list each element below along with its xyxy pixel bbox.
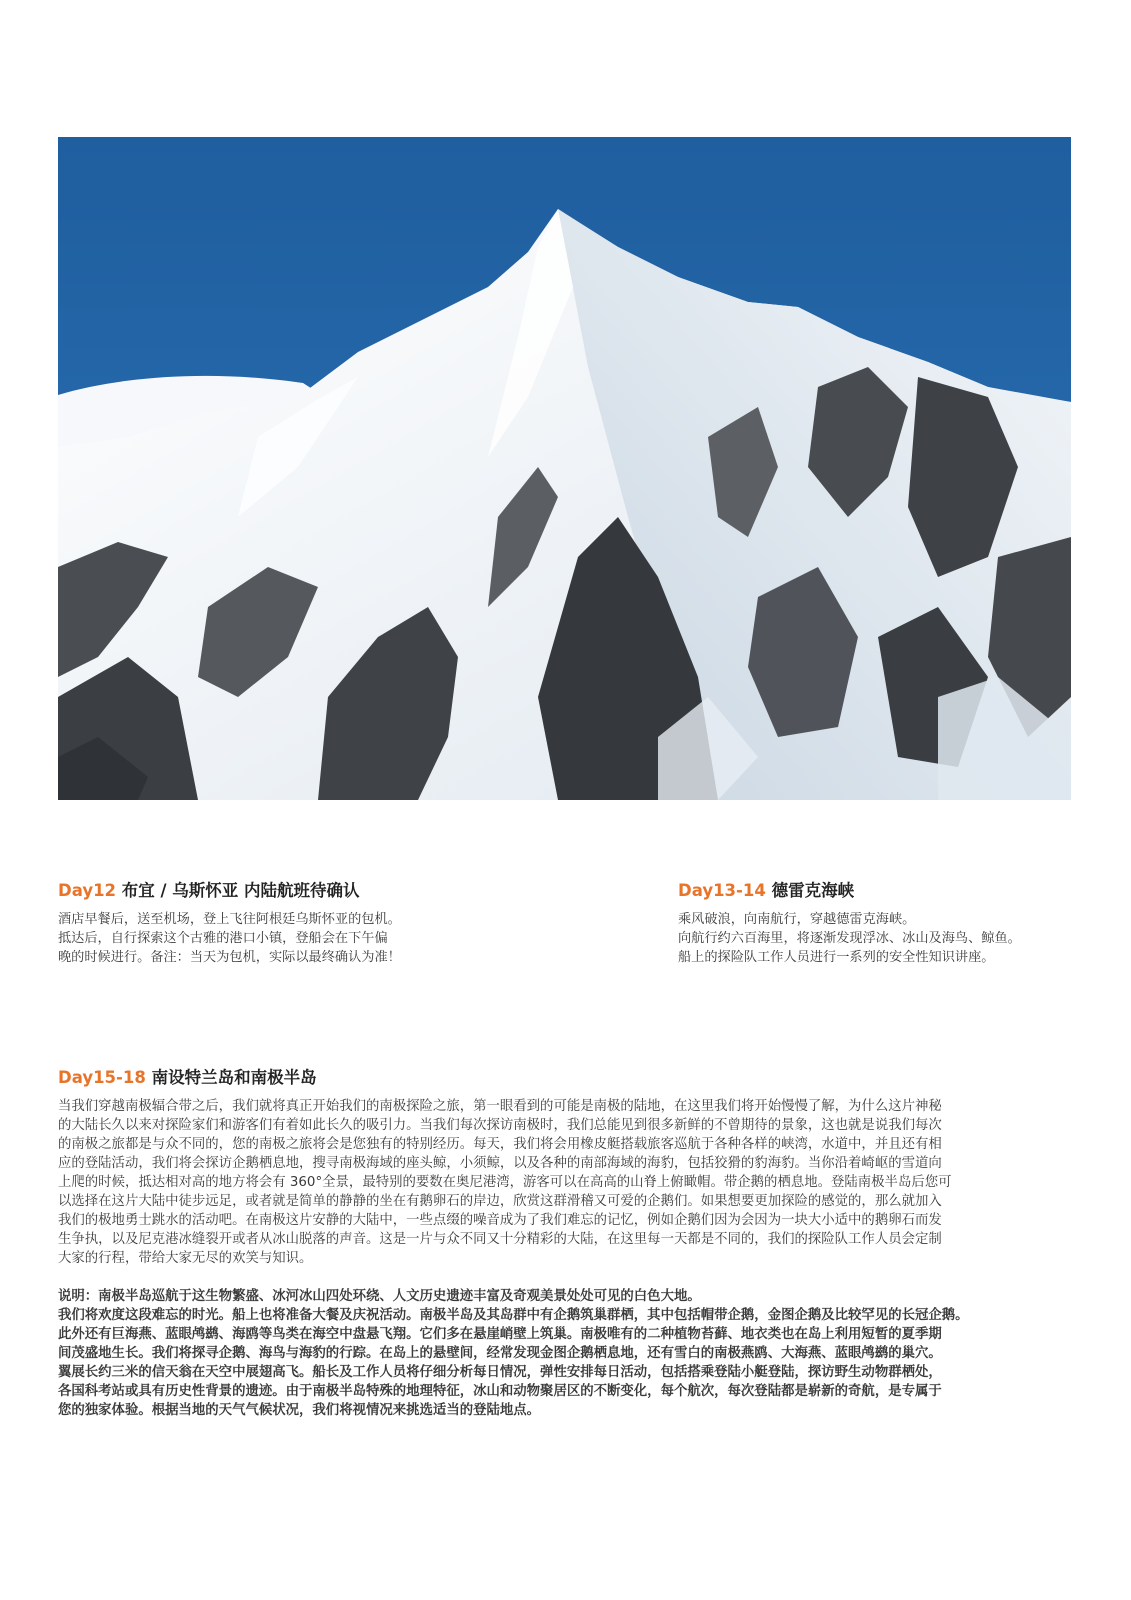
day15-line: 大家的行程，带给大家无尽的欢笑与知识。 [58,1251,313,1266]
day13-heading [678,880,854,902]
note-line: 此外还有巨海燕、蓝眼鸬鹚、海鸥等鸟类在海空中盘悬飞翔。它们多在悬崖峭壁上筑巢。南极唯有的二种植物苔藓、地衣类也在岛上利用短暂的夏季期 [58,1327,942,1342]
day13-line: 船上的探险队工作人员进行一系列的安全性知识讲座。 [678,950,995,965]
day12-line: 晚的时候进行。备注：当天为包机，实际以最终确认为准！ [58,950,401,965]
day15-line: 的南极之旅都是与众不同的，您的南极之旅将会是您独有的特别经历。每天，我们将会用橡皮艇搭载旅客巡航于各种各样的峡湾，水道中，并且还有相 [58,1137,942,1152]
day15-line: 应的登陆活动，我们将会探访企鹅栖息地，搜寻南极海域的座头鲸，小须鲸，以及各种的南部海域的海豹，包括狡猾的豹海豹。当你沿着崎岖的雪道向 [58,1156,942,1171]
day15-heading [58,1067,317,1089]
day15-line: 生争执，以及尼克港冰缝裂开或者从冰山脱落的声音。这是一片与众不同又十分精彩的大陆，在这里每一天都是不同的，我们的探险队工作人员会定制 [58,1232,942,1247]
day12-title: 布宜 / 乌斯怀亚 内陆航班待确认 [121,881,360,900]
day13-title: 德雷克海峡 [771,881,855,900]
day15-line: 上爬的时候，抵达相对高的地方将会有 360°全景，最特别的要数在奥尼港湾，游客可以在高高的山脊上俯瞰帽。带企鹅的栖息地。登陆南极半岛后您可 [58,1175,952,1190]
note-line: 间茂盛地生长。我们将探寻企鹅、海鸟与海豹的行踪。在岛上的悬壁间，经常发现金图企鹅栖息地，还有雪白的南极燕鸥、大海燕、蓝眼鸬鹚的巢穴。 [58,1346,942,1361]
day13-line: 乘风破浪，向南航行，穿越德雷克海峡。 [678,912,916,927]
note-line: 说明：南极半岛巡航于这生物繁盛、冰河冰山四处环绕、人文历史遗迹丰富及奇观美景处处可见的白色大地。 [58,1289,701,1304]
note-line: 翼展长约三米的信天翁在天空中展翅高飞。船长及工作人员将仔细分析每日情况，弹性安排每日活动，包括搭乘登陆小艇登陆，探访野生动物群栖处， [58,1365,942,1380]
day15-line: 我们的极地勇士跳水的活动吧。在南极这片安静的大陆中，一些点缀的噪音成为了我们难忘的记忆，例如企鹅们因为会因为一块大小适中的鹅卵石而发 [58,1213,942,1228]
day12-line: 酒店早餐后，送至机场，登上飞往阿根廷乌斯怀亚的包机。 [58,912,401,927]
note-line: 各国科考站或具有历史性背景的遗迹。由于南极半岛特殊的地理特征，冰山和动物聚居区的不断变化，每个航次，每次登陆都是崭新的奇航，是专属于 [58,1384,942,1399]
day15-line: 当我们穿越南极辐合带之后，我们就将真正开始我们的南极探险之旅，第一眼看到的可能是南极的陆地，在这里我们将开始慢慢了解，为什么这片神秘 [58,1099,942,1114]
day13-tag: Day13-14 [678,881,766,900]
day12-line: 抵达后，自行探索这个古雅的港口小镇，登船会在下午偏 [58,931,388,946]
day15-line: 的大陆长久以来对探险家们和游客们有着如此长久的吸引力。当我们每次探访南极时，我们总能见到很多新鲜的不曾期待的景象，这也就是说我们每次 [58,1118,942,1133]
hero-mountain-photo [58,137,1071,800]
peninsula-note [58,1287,969,1420]
day12-tag: Day12 [58,881,117,900]
note-line: 您的独家体验。根据当地的天气气候状况，我们将视情况来挑选适当的登陆地点。 [58,1403,541,1418]
day13-line: 向航行约六百海里，将逐渐发现浮冰、冰山及海鸟、鲸鱼。 [678,931,1021,946]
day13-description [678,910,1021,967]
day15-title: 南设特兰岛和南极半岛 [151,1068,317,1087]
note-line: 我们将欢度这段难忘的时光。船上也将准备大餐及庆祝活动。南极半岛及其岛群中有企鹅筑巢群栖，其中包括帽带企鹅，金图企鹅及比较罕见的长冠企鹅。 [58,1308,969,1323]
day15-line: 以选择在这片大陆中徒步远足，或者就是简单的静静的坐在有鹅卵石的岸边，欣赏这群滑稽又可爱的企鹅们。如果想要更加探险的感觉的，那么就加入 [58,1194,942,1209]
day15-description [58,1097,952,1268]
day12-heading [58,880,360,902]
day15-tag: Day15-18 [58,1068,146,1087]
mountain-illustration [58,137,1071,800]
day12-description [58,910,401,967]
